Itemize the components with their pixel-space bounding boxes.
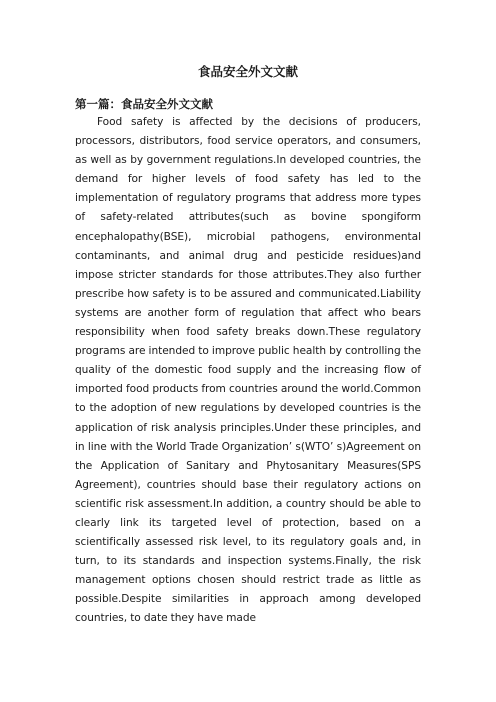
section-heading: 第一篇：食品安全外文文献 bbox=[75, 97, 213, 111]
body-paragraph: Food safety is affected by the decisions of producers, processors, distributors, food service operators, and consumers, as well as by government regulations.In developed countries, the demand for higher levels of food safety has led to the implementation of regulatory programs that address more types of safety-related attributes(such as bovine spongiform encephalopathy(BSE), microbial pathogens, environmental contaminants, and animal drug and pesticide residues)and impose stricter standards for those attributes.They also further prescribe how safety is to be assured and communicated.Liability systems are another form of regulation that affect who bears responsibility when food safety breaks down.These regulatory programs are intended to improve public health by controlling the quality of the domestic food supply and the increasing flow of imported food products from countries around the world.Common to the adoption of new regulations by developed countries is the application of risk analysis principles.Under these principles, and in line with the World Trade Organization’ s(WTO’ s)Agreement on the Application of Sanitary and Phytosanitary Measures(SPS Agreement), countries should base their regulatory actions on scientific risk assessment.In addition, a country should be able to clearly link its targeted level of protection, based on a scientifically assessed risk level, to its regulatory goals and, in turn, to its standards and inspection systems.Finally, the risk management options chosen should restrict trade as little as possible.Despite similarities in approach among developed countries, to date they have made bbox=[75, 116, 421, 625]
document-title: 食品安全外文文献 bbox=[197, 64, 298, 79]
